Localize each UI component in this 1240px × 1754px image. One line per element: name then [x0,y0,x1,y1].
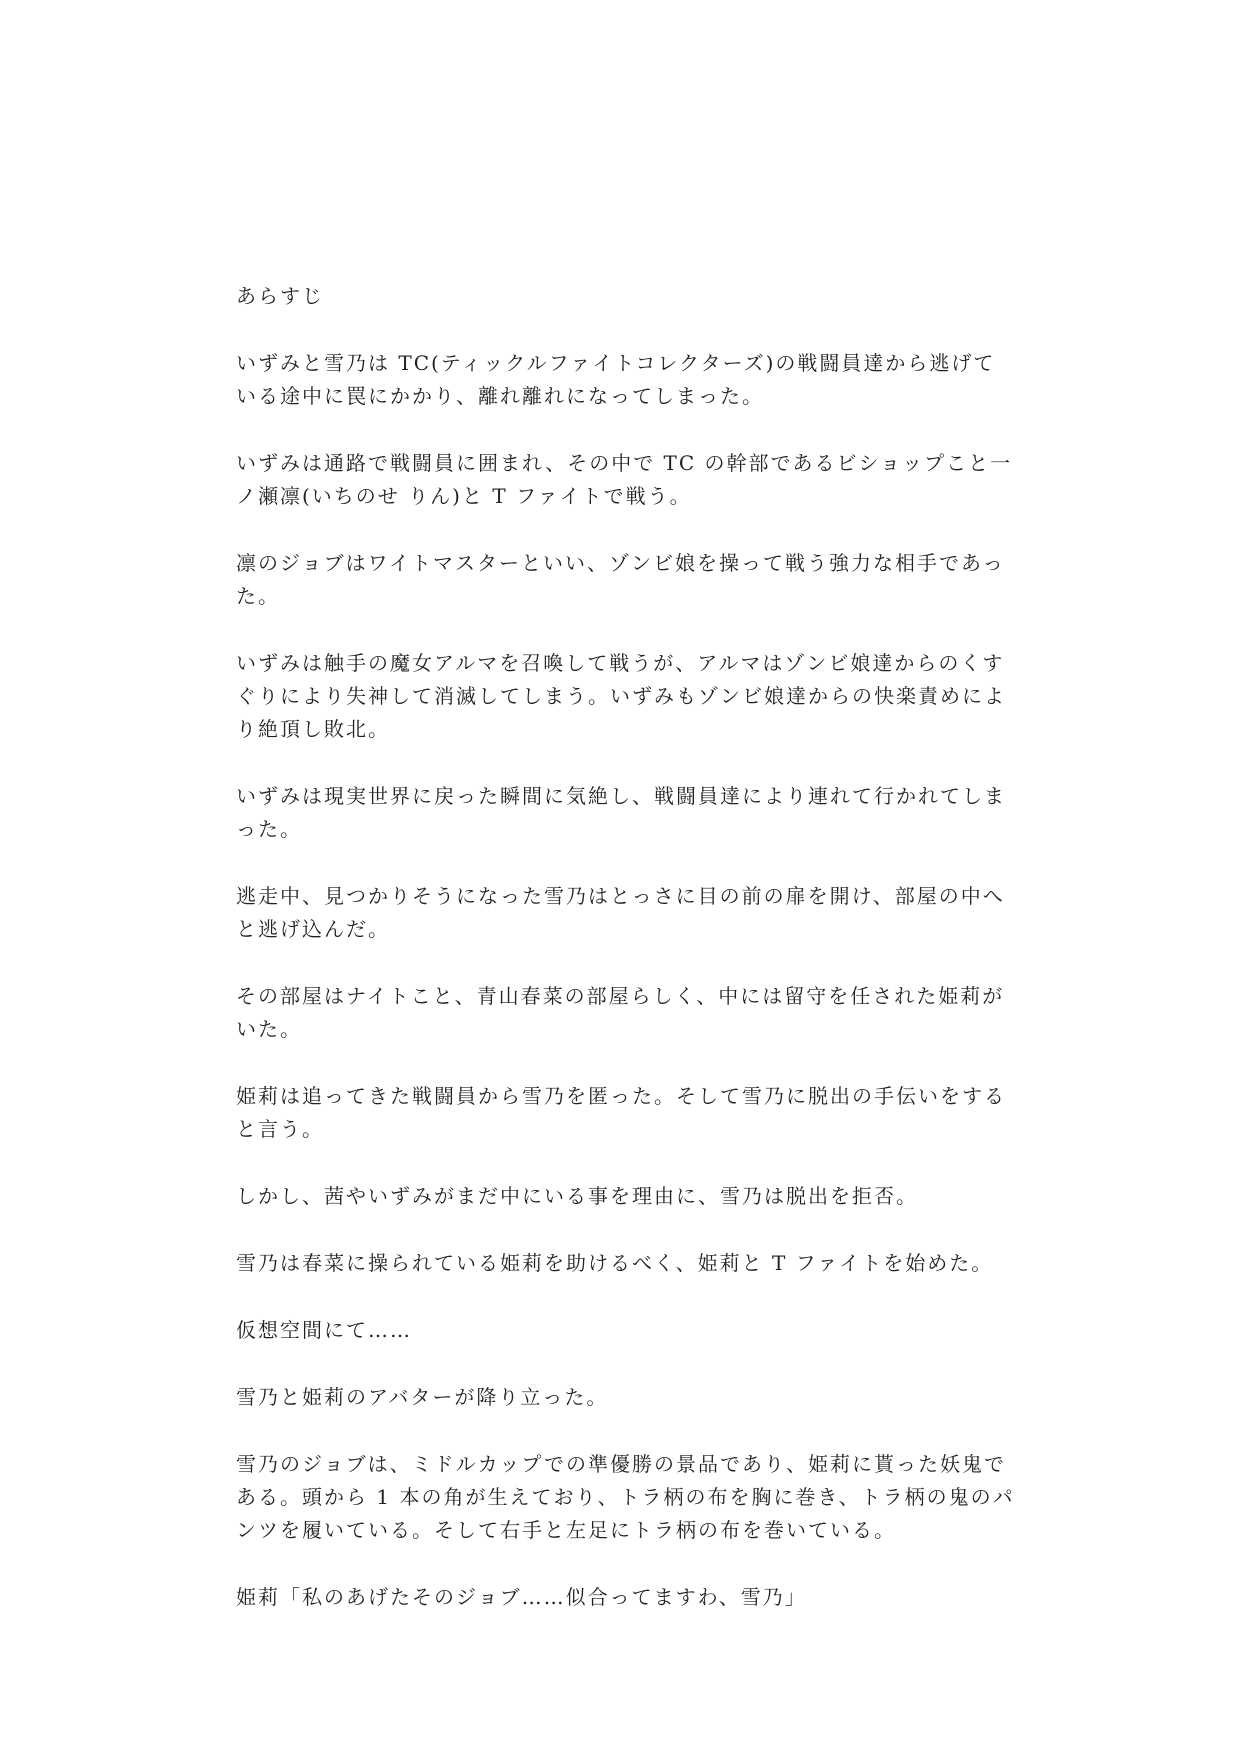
paragraph: 仮想空間にて…… [236,1318,412,1342]
document-body [236,280,1016,1648]
paragraph: いずみは触手の魔女アルマを召喚して戦うが、アルマはゾンビ娘達からのくすぐりにより失神して消滅してしまう。いずみもゾンビ娘達からの快楽責めにより絶頂し敗北。 [236,651,1006,741]
dialogue-line: 姫莉「私のあげたそのジョブ……似合ってますわ、雪乃」 [236,1585,807,1609]
paragraph: いずみと雪乃は TC(ティックルファイトコレクターズ)の戦闘員達から逃げている途中に罠にかかり、離れ離れになってしまった。 [236,351,996,408]
paragraph: 姫莉は追ってきた戦闘員から雪乃を匿った。そして雪乃に脱出の手伝いをすると言う。 [236,1084,1006,1141]
section-heading: あらすじ [236,284,324,308]
paragraph: 雪乃のジョブは、ミドルカップでの準優勝の景品であり、姫莉に貰った妖鬼である。頭から 1 本の角が生えており、トラ柄の布を胸に巻き、トラ柄の鬼のパンツを履いている。そして右手と左足にトラ柄の布を巻いている。 [236,1452,1015,1542]
paragraph: 雪乃と姫莉のアバターが降り立った。 [236,1385,609,1409]
paragraph: いずみは現実世界に戻った瞬間に気絶し、戦闘員達により連れて行かれてしまった。 [236,784,1006,841]
paragraph: 逃走中、見つかりそうになった雪乃はとっさに目の前の扉を開け、部屋の中へと逃げ込んだ。 [236,884,1005,941]
paragraph: いずみは通路で戦闘員に囲まれ、その中で TC の幹部であるビショップこと一ノ瀬凛(いちのせ りん)と T ファイトで戦う。 [236,451,1013,508]
paragraph: 雪乃は春菜に操られている姫莉を助けるべく、姫莉と T ファイトを始めた。 [236,1251,994,1275]
paragraph: しかし、茜やいずみがまだ中にいる事を理由に、雪乃は脱出を拒否。 [236,1184,918,1208]
paragraph: 凛のジョブはワイトマスターといい、ゾンビ娘を操って戦う強力な相手であった。 [236,551,1005,608]
paragraph: その部屋はナイトこと、青山春菜の部屋らしく、中には留守を任された姫莉がいた。 [236,984,1005,1041]
